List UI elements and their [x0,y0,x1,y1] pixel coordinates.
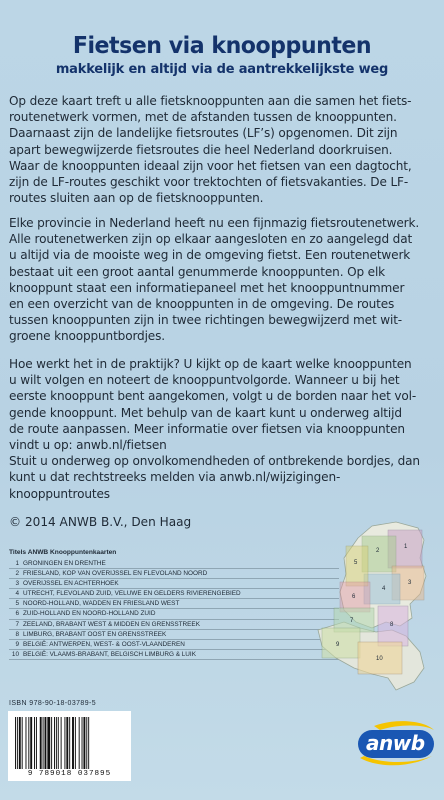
map-number-9: 9 [336,642,340,648]
map-number-7: 7 [350,618,354,624]
list-item [9,569,339,579]
item-label: NOORD-HOLLAND, WADDEN EN FRIESLAND WEST [23,600,180,608]
item-number: 6 [15,610,19,618]
barcode-bar [43,717,44,769]
intro-paragraph [9,93,437,206]
text-line: de route aanpassen. Meer informatie over fietsen via knooppunten [9,421,405,436]
page-title: Fietsen via knooppunten [72,33,372,59]
text-line: kunt u dat rechtstreeks melden via anwb.nl/wijzigingen- [9,470,341,485]
text-line: routenetwerk vormen, met de afstanden tussen de knooppunten. [9,110,397,125]
barcode-bar [15,717,16,769]
text-line: eerste knooppunt bent aangekomen, volgt u de borden naar het vol- [9,389,417,404]
list-item [9,630,339,640]
item-number: 10 [11,650,19,658]
barcode-bar [26,717,27,769]
barcode-bar [79,717,80,769]
text-line: u altijd via de mooiste weg in de omgeving fietst. Een routenetwerk [9,248,411,263]
barcode-bar [17,717,18,769]
item-number: 3 [15,580,19,588]
barcode-bar [51,717,52,769]
copyright-notice: © 2014 ANWB B.V., Den Haag [9,515,192,529]
titles-items [9,559,339,660]
list-item [9,609,339,619]
text-line: bestaat uit een groot aantal genummerde knooppunten. Op elk [9,264,386,279]
text-line: knooppunt staat een informatiepaneel met het knooppuntnummer [9,280,405,295]
text-line: groene knooppuntbordjes. [9,329,165,344]
text-line: gende knooppunt. Met behulp van de kaart kunt u onderweg altijd [9,405,402,420]
text-line: Hoe werkt het in de praktijk? U kijkt op de kaart welke knooppunten [9,357,412,371]
item-number: 1 [15,560,19,567]
text-line: Stuit u onderweg op onvolkomendheden of ontbrekende bordjes, dan [9,454,420,469]
barcode-bar [88,717,89,769]
barcode-bar [83,717,85,769]
item-label: FRIESLAND, KOP VAN OVERIJSSEL EN FLEVOLAND NOORD [23,570,208,578]
text-line: apart bewegwijzerde fietsroutes die heel Nederland doorkruisen. [9,142,393,157]
barcode-bar [69,717,70,769]
barcode-bar [86,717,87,769]
text-line: routes sluiten aan op de fietsknooppunten. [9,191,264,206]
map-number-3: 3 [408,580,412,586]
text-line: u wilt volgen en noteert de knooppuntvolgorde. Wanneer u bij het [9,373,400,388]
barcode-bar [82,717,83,769]
barcode-bar [19,717,21,769]
region-9 [322,628,360,658]
barcode-bars [13,717,126,769]
list-item [9,559,339,569]
list-item [9,589,339,599]
item-label: LIMBURG, BRABANT OOST EN GRENSSTREEK [23,630,167,638]
map-number-6: 6 [352,594,356,600]
list-item [9,579,339,589]
barcode-bar [30,717,32,769]
text-line: tussen knooppunten zijn in twee richtingen bewegwijzerd met wit- [9,313,403,328]
list-item [9,620,339,630]
barcode-bar [72,717,74,769]
item-number: 2 [15,570,19,578]
item-label: UTRECHT, FLEVOLAND ZUID, VELUWE EN GELDERS RIVIERENGEBIED [23,590,241,598]
logo-text: anwb [366,731,425,755]
item-label: BELGIË: ANTWERPEN, WEST- & OOST-VLAANDEREN [23,640,185,648]
barcode-bar [36,717,37,769]
list-item [9,640,339,650]
barcode-bar [66,717,68,769]
text-line: knooppuntroutes [9,486,110,501]
item-number: 5 [15,600,19,608]
barcode-bar [54,717,55,769]
barcode-digits: 9 789018 037895 [27,770,112,778]
item-label: BELGIË: VLAAMS-BRABANT, BELGISCH LIMBURG & LUIK [23,650,196,658]
page-subtitle: makkelijk en altijd via de aantrekkelijkste weg [55,62,389,77]
map-titles-list [9,549,339,660]
titles-heading: Titels ANWB Knooppuntenkaarten [9,549,117,556]
barcode-bar [47,717,50,769]
list-item [9,650,339,660]
barcode-bar [75,717,76,769]
logo-swoosh-top [374,721,434,730]
item-label: OVERIJSSEL EN ACHTERHOEK [23,580,119,588]
network-paragraph [9,215,437,345]
practice-paragraph [9,356,437,502]
map-number-10: 10 [376,656,383,662]
isbn-number: ISBN 978-90-18-03789-5 [9,700,97,707]
item-label: ZUID-HOLLAND EN NOORD-HOLLAND ZUID [23,610,156,618]
list-item [9,599,339,609]
item-number: 9 [15,640,19,648]
map-number-5: 5 [354,560,358,566]
text-line: vindt u op: anwb.nl/fietsen [9,438,167,453]
text-line: en een overzicht van de knooppunten in de omgeving. De routes [9,297,395,312]
region-5 [346,546,368,586]
item-number: 4 [15,590,19,598]
text-line: Alle routenetwerken zijn op elkaar aangesloten en zo aangelegd dat [9,232,413,247]
barcode-bar [40,717,42,769]
map-number-8: 8 [390,622,394,628]
barcode-bar [61,717,62,769]
netherlands-belgium-map [300,518,440,703]
barcode-bar [34,717,35,769]
barcode-bar [45,717,47,769]
barcode [8,711,131,781]
map-number-1: 1 [404,544,408,550]
item-number: 7 [15,620,19,628]
text-line: Daarnaast zijn de landelijke fietsroutes (LF’s) opgenomen. Dit zijn [9,126,398,141]
barcode-bar [28,717,29,769]
barcode-bar [22,717,23,769]
barcode-bar [64,717,65,769]
item-number: 8 [15,630,19,638]
text-line: zijn de LF-routes geschikt voor trektochten of fietsvakanties. De LF- [9,175,409,190]
text-line: Op deze kaart treft u alle fietsknooppunten aan die samen het fiets- [9,94,412,108]
barcode-bar [56,717,57,769]
map-number-4: 4 [382,586,386,592]
barcode-bar [58,717,59,769]
text-line: Elke provincie in Nederland heeft nu een fijnmazig fietsroutenetwerk. [9,216,420,230]
item-label: GRONINGEN EN DRENTHE [23,560,106,567]
item-label: ZEELAND, BRABANT WEST & MIDDEN EN GRENSSTREEK [23,620,200,628]
map-number-2: 2 [376,548,380,554]
text-line: Waar de knooppunten ideaal zijn voor het fietsen van een dagtocht, [9,158,412,173]
